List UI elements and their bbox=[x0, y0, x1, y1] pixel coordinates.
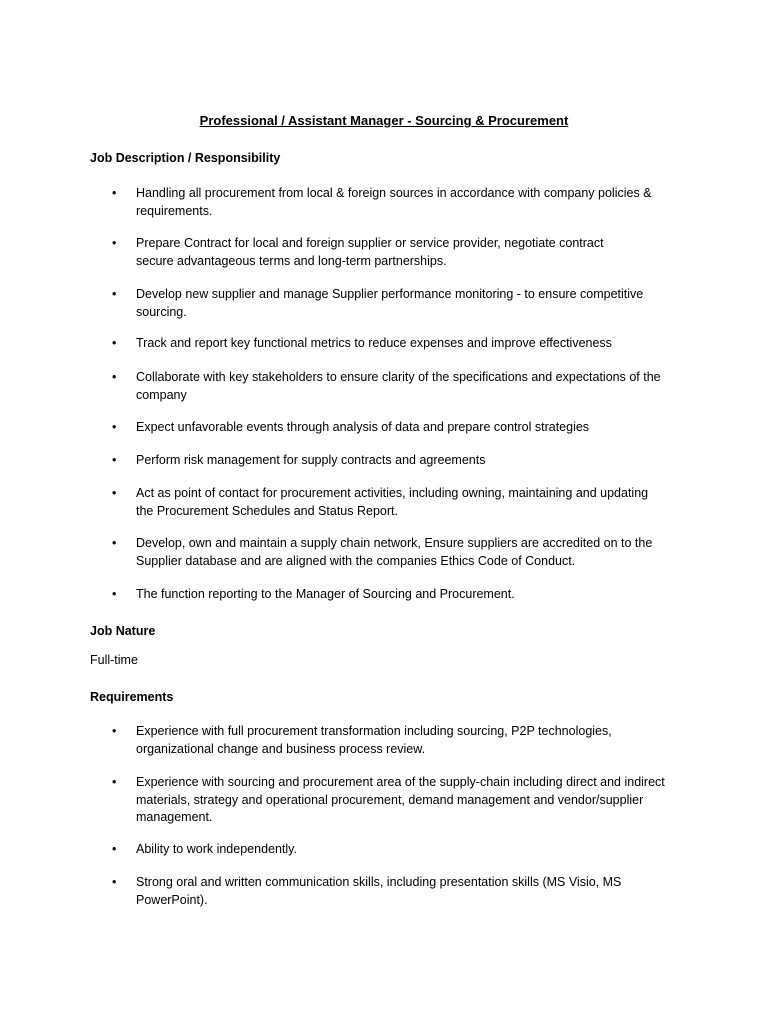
bullet-icon: • bbox=[112, 875, 117, 889]
bullet-icon: • bbox=[112, 453, 117, 467]
requirements-item bbox=[90, 841, 736, 859]
responsibility-item-text: Perform risk management for supply contracts and agreements bbox=[136, 453, 486, 467]
responsibility-item-text: Collaborate with key stakeholders to ensure clarity of the specifications and expectations of the company bbox=[136, 370, 661, 402]
responsibility-item bbox=[90, 535, 736, 570]
responsibility-item-text: Prepare Contract for local and foreign supplier or service provider, negotiate contract secure advantageous terms and long-term partnerships. bbox=[136, 236, 604, 268]
requirements-item-text: Ability to work independently. bbox=[136, 842, 297, 856]
requirements-item-text: Experience with full procurement transformation including sourcing, P2P technologies, organizational change and business process review. bbox=[136, 724, 612, 756]
responsibility-heading: Job Description / Responsibility bbox=[90, 151, 281, 165]
bullet-icon: • bbox=[112, 775, 117, 789]
responsibility-item-text: Develop, own and maintain a supply chain network, Ensure suppliers are accredited on to the Supplier database and are aligned with the companies Ethics Code of Conduct. bbox=[136, 536, 653, 568]
responsibility-item bbox=[90, 185, 736, 220]
bullet-icon: • bbox=[112, 336, 117, 350]
bullet-icon: • bbox=[112, 842, 117, 856]
bullet-icon: • bbox=[112, 587, 117, 601]
responsibility-item bbox=[90, 419, 736, 437]
job-nature-heading: Job Nature bbox=[90, 624, 156, 638]
bullet-icon: • bbox=[112, 486, 117, 500]
bullet-icon: • bbox=[112, 724, 117, 738]
requirements-item bbox=[90, 774, 736, 827]
responsibility-item-text: The function reporting to the Manager of Sourcing and Procurement. bbox=[136, 587, 515, 601]
responsibility-item bbox=[90, 286, 736, 321]
bullet-icon: • bbox=[112, 287, 117, 301]
requirements-item-text: Strong oral and written communication skills, including presentation skills (MS Visio, MS PowerPoint). bbox=[136, 875, 622, 907]
document-title: Professional / Assistant Manager - Sourcing & Procurement bbox=[199, 113, 569, 128]
responsibility-item bbox=[90, 452, 736, 470]
requirements-item bbox=[90, 874, 736, 909]
bullet-icon: • bbox=[112, 420, 117, 434]
job-nature-value: Full-time bbox=[90, 653, 138, 667]
responsibility-item-text: Act as point of contact for procurement activities, including owning, maintaining and updating the Procurement Schedules and Status Report. bbox=[136, 486, 649, 518]
responsibility-item-text: Track and report key functional metrics to reduce expenses and improve effectiveness bbox=[136, 336, 612, 350]
requirements-item bbox=[90, 723, 736, 758]
responsibility-item bbox=[90, 586, 736, 604]
responsibility-item-text: Handling all procurement from local & foreign sources in accordance with company policies & requirements. bbox=[136, 186, 652, 218]
bullet-icon: • bbox=[112, 186, 117, 200]
responsibility-item bbox=[90, 485, 736, 520]
responsibility-item-text: Develop new supplier and manage Supplier performance monitoring - to ensure competitive sourcing. bbox=[136, 287, 644, 319]
bullet-icon: • bbox=[112, 370, 117, 384]
requirements-item-text: Experience with sourcing and procurement area of the supply-chain including direct and indirect materials, strategy and operational procurement, demand management and vendor/supplier management. bbox=[136, 775, 665, 824]
requirements-heading: Requirements bbox=[90, 690, 174, 704]
bullet-icon: • bbox=[112, 236, 117, 250]
responsibility-item bbox=[90, 235, 736, 270]
bullet-icon: • bbox=[112, 536, 117, 550]
responsibility-item bbox=[90, 335, 736, 353]
responsibility-item bbox=[90, 369, 736, 404]
responsibility-item-text: Expect unfavorable events through analysis of data and prepare control strategies bbox=[136, 420, 590, 434]
